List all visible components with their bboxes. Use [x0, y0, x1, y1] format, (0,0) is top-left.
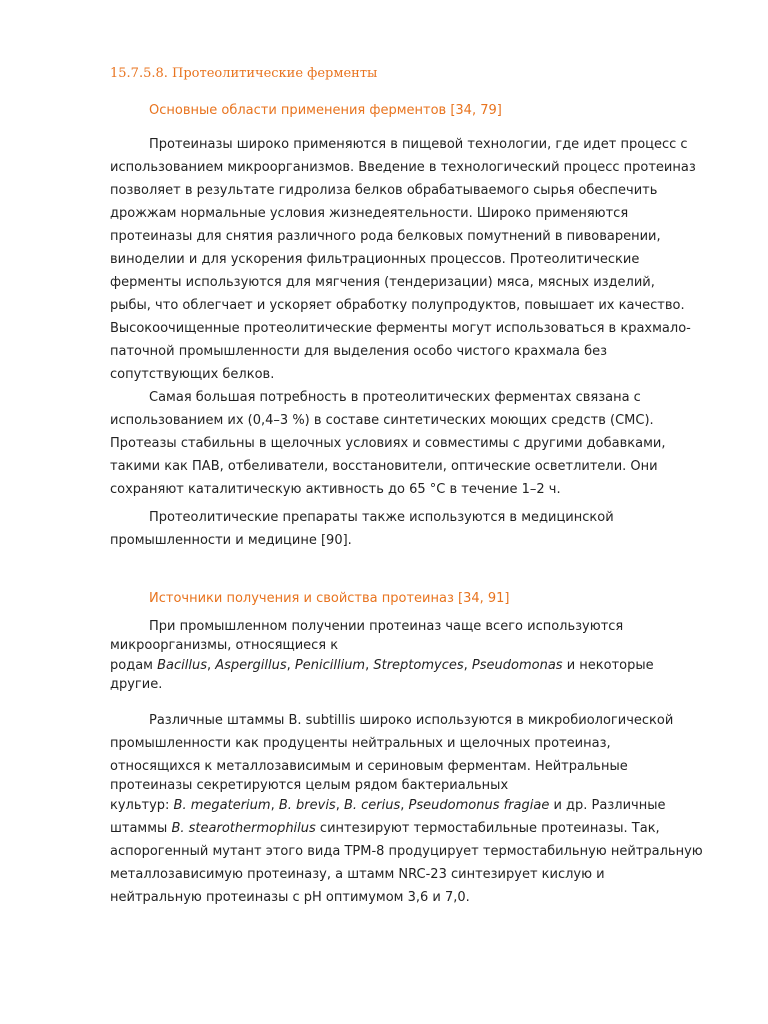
text-line: промышленности и медицине [90].	[110, 533, 352, 548]
text-line: паточной промышленности для выделения особо чистого крахмала без	[110, 344, 608, 359]
section-title: 15.7.5.8. Протеолитические ферменты	[110, 66, 378, 81]
text-line: Протеазы стабильны в щелочных условиях и совместимы с другими добавками,	[110, 436, 666, 451]
text-line: позволяет в результате гидролиза белков обрабатываемого сырья обеспечить	[110, 183, 658, 198]
genus-pseudomonas: Pseudomonas	[471, 658, 563, 673]
paragraph-sources-1	[110, 615, 730, 693]
genus-streptomyces: Streptomyces	[373, 658, 464, 673]
text-line: дрожжам нормальные условия жизнедеятельности. Широко применяются	[110, 206, 629, 221]
text-line: Различные штаммы B. subtillis широко используются в микробиологической	[149, 713, 674, 728]
text-line: ферменты используются для мягчения (тендеризации) мяса, мясных изделий,	[110, 275, 655, 290]
genera-line: родам Bacillus, Aspergillus, Penicillium, Streptomyces, Pseudomonas и некоторые	[110, 658, 654, 673]
species-megaterium: B. megaterium	[173, 798, 271, 813]
text-line: Протеиназы широко применяются в пищевой технологии, где идет процесс с	[149, 137, 688, 152]
genus-aspergillus: Aspergillus	[215, 658, 287, 673]
text-line: Высокоочищенные протеолитические ферменты могут использоваться в крахмало-	[110, 321, 691, 336]
text-line: сопутствующих белков.	[110, 367, 275, 382]
text-line: относящихся к металлозависимым и сериновым ферментам. Нейтральные	[110, 759, 628, 774]
strains-line: штаммы B. stearothermophilus синтезируют термостабильные протеиназы. Так,	[110, 821, 660, 836]
paragraph-applications-2	[110, 386, 730, 501]
text-line: использованием их (0,4–3 %) в составе синтетических моющих средств (СМС).	[110, 413, 654, 428]
text-line: микроорганизмы, относящиеся к	[110, 638, 339, 653]
text-line: протеиназы для снятия различного рода белковых помутнений в пивоварении,	[110, 229, 661, 244]
text-line: использованием микроорганизмов. Введение в технологический процесс протеиназ	[110, 160, 696, 175]
text-line: металлозависимую протеиназу, а штамм NRC-23 синтезирует кислую и	[110, 867, 605, 882]
text-line: Самая большая потребность в протеолитических ферментах связана с	[149, 390, 641, 405]
text-line: нейтральную протеиназы с рН оптимумом 3,6 и 7,0.	[110, 890, 470, 905]
text-line: аспорогенный мутант этого вида ТРМ-8 продуцирует термостабильную нейтральную	[110, 844, 703, 859]
text-line: сохраняют каталитическую активность до 65 °С в течение 1–2 ч.	[110, 482, 561, 497]
text-line: другие.	[110, 677, 163, 692]
text-line: такими как ПАВ, отбеливатели, восстановители, оптические осветлители. Они	[110, 459, 658, 474]
text-line: протеиназы секретируются целым рядом бактериальных	[110, 778, 509, 793]
species-cerius: B. cerius	[343, 798, 401, 813]
text-line: При промышленном получении протеиназ чаще всего используются	[149, 619, 624, 634]
subsection-title-applications: Основные области применения ферментов [34, 79]	[149, 103, 502, 118]
genus-penicillium: Penicillium	[294, 658, 366, 673]
paragraph-applications-1	[110, 133, 730, 386]
paragraph-applications-3	[110, 506, 730, 552]
species-pseudomonus-fragiae: Pseudomonus fragiae	[408, 798, 550, 813]
text-line: промышленности как продуценты нейтральных и щелочных протеиназ,	[110, 736, 611, 751]
text-line: Протеолитические препараты также используются в медицинской	[149, 510, 614, 525]
paragraph-sources-2	[110, 709, 730, 909]
cultures-line: культур: B. megaterium, B. brevis, B. cerius, Pseudomonus fragiae и др. Различные	[110, 798, 666, 813]
genus-bacillus: Bacillus	[157, 658, 207, 673]
text-line: рыбы, что облегчает и ускоряет обработку полупродуктов, повышает их качество.	[110, 298, 685, 313]
species-stearothermophilus: B. stearothermophilus	[171, 821, 316, 836]
subsection-title-sources: Источники получения и свойства протеиназ [34, 91]	[149, 591, 510, 606]
species-brevis: B. brevis	[278, 798, 336, 813]
text-line: виноделии и для ускорения фильтрационных процессов. Протеолитические	[110, 252, 640, 267]
